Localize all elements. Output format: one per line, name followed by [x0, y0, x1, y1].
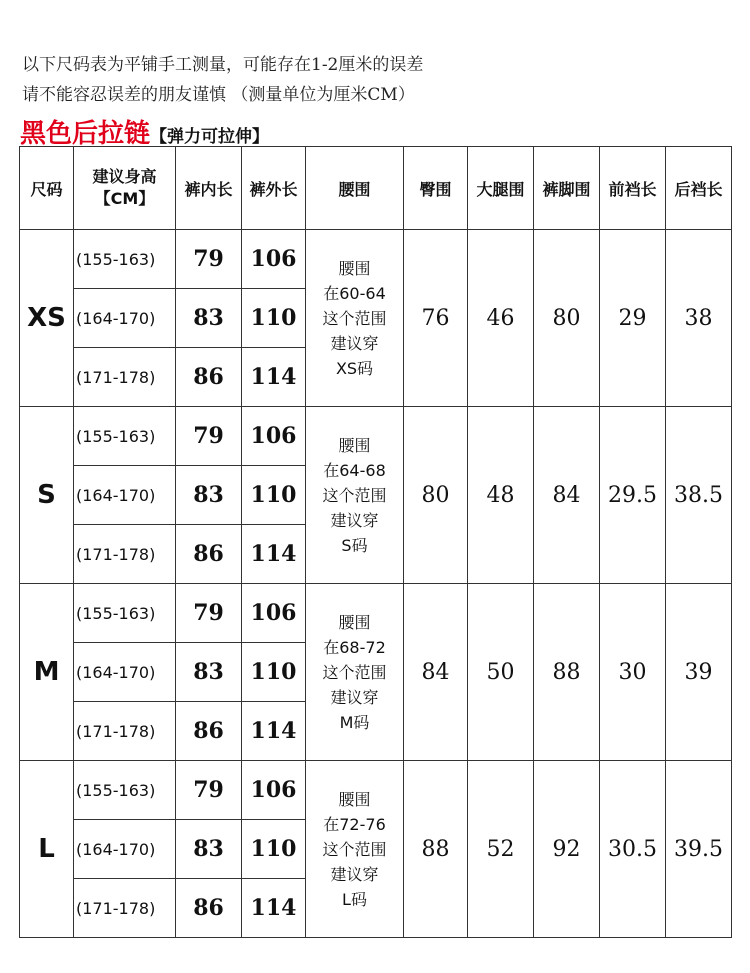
note-line-2: 请不能容忍误差的朋友谨慎 （测量单位为厘米CM）: [22, 85, 415, 105]
header-size: 尺码: [20, 147, 74, 230]
size-label: L: [20, 761, 74, 938]
height-range: (155-163): [74, 584, 176, 643]
outseam-value: 110: [242, 289, 306, 348]
header-outseam: 裤外长: [242, 147, 306, 230]
height-range: (155-163): [74, 230, 176, 289]
product-title: [20, 113, 269, 150]
waist-note-line: 这个范围: [322, 662, 387, 682]
outseam-value: 114: [242, 525, 306, 584]
hem-value: 92: [534, 761, 600, 938]
waist-note-line: 在68-72: [323, 637, 386, 657]
hem-value: 80: [534, 230, 600, 407]
waist-note-line: S码: [341, 535, 368, 555]
waist-note-line: 腰围: [338, 789, 371, 809]
back-rise-value: 39.5: [666, 761, 732, 938]
back-rise-value: 39: [666, 584, 732, 761]
hip-value: 80: [404, 407, 468, 584]
inseam-value: 86: [176, 879, 242, 938]
waist-recommendation: [306, 761, 404, 938]
waist-note-line: 腰围: [338, 435, 371, 455]
inseam-value: 79: [176, 407, 242, 466]
outseam-value: 106: [242, 407, 306, 466]
waist-note-line: 建议穿: [330, 687, 379, 707]
inseam-value: 86: [176, 702, 242, 761]
header-waist: 腰围: [306, 147, 404, 230]
title-sub: 【弹力可拉伸】: [150, 127, 270, 147]
thigh-value: 48: [468, 407, 534, 584]
waist-note-line: 在60-64: [323, 283, 386, 303]
table-row: [20, 761, 732, 820]
measurement-notes: [22, 50, 423, 110]
waist-note-line: 这个范围: [322, 308, 387, 328]
inseam-value: 86: [176, 348, 242, 407]
header-thigh: 大腿围: [468, 147, 534, 230]
outseam-value: 114: [242, 348, 306, 407]
waist-recommendation: [306, 407, 404, 584]
outseam-value: 110: [242, 820, 306, 879]
height-range: (171-178): [74, 702, 176, 761]
size-label: XS: [20, 230, 74, 407]
waist-note-line: 腰围: [338, 258, 371, 278]
waist-note-line: 这个范围: [322, 485, 387, 505]
outseam-value: 106: [242, 230, 306, 289]
waist-recommendation: [306, 230, 404, 407]
outseam-value: 114: [242, 702, 306, 761]
table-header-row: [20, 147, 732, 230]
waist-note-line: 在64-68: [323, 460, 386, 480]
header-front-rise: 前裆长: [600, 147, 666, 230]
front-rise-value: 30: [600, 584, 666, 761]
height-range: (155-163): [74, 407, 176, 466]
back-rise-value: 38.5: [666, 407, 732, 584]
outseam-value: 106: [242, 761, 306, 820]
inseam-value: 83: [176, 466, 242, 525]
inseam-value: 79: [176, 761, 242, 820]
waist-recommendation: [306, 584, 404, 761]
header-height-line1: 建议身高: [92, 167, 157, 186]
height-range: (171-178): [74, 348, 176, 407]
waist-note-line: M码: [339, 712, 370, 732]
header-hip: 臀围: [404, 147, 468, 230]
inseam-value: 79: [176, 230, 242, 289]
front-rise-value: 29.5: [600, 407, 666, 584]
height-range: (171-178): [74, 879, 176, 938]
hem-value: 88: [534, 584, 600, 761]
header-back-rise: 后裆长: [666, 147, 732, 230]
height-range: (164-170): [74, 466, 176, 525]
outseam-value: 114: [242, 879, 306, 938]
inseam-value: 86: [176, 525, 242, 584]
waist-note-line: 建议穿: [330, 333, 379, 353]
hip-value: 84: [404, 584, 468, 761]
inseam-value: 83: [176, 820, 242, 879]
thigh-value: 50: [468, 584, 534, 761]
header-inseam: 裤内长: [176, 147, 242, 230]
height-range: (155-163): [74, 761, 176, 820]
table-row: [20, 230, 732, 289]
note-line-1: 以下尺码表为平铺手工测量，可能存在1-2厘米的误差: [22, 55, 424, 75]
outseam-value: 110: [242, 466, 306, 525]
outseam-value: 106: [242, 584, 306, 643]
thigh-value: 52: [468, 761, 534, 938]
height-range: (164-170): [74, 643, 176, 702]
waist-note-line: XS码: [335, 358, 374, 378]
size-chart-table: [19, 146, 732, 938]
hip-value: 88: [404, 761, 468, 938]
header-height-line2: 【CM】: [94, 189, 155, 208]
waist-note-line: L码: [342, 889, 367, 909]
size-label: M: [20, 584, 74, 761]
hem-value: 84: [534, 407, 600, 584]
waist-note-line: 建议穿: [330, 864, 379, 884]
table-row: [20, 584, 732, 643]
waist-note-line: 腰围: [338, 612, 371, 632]
title-main: 黑色后拉链: [20, 119, 151, 149]
inseam-value: 83: [176, 289, 242, 348]
front-rise-value: 29: [600, 230, 666, 407]
waist-note-line: 在72-76: [323, 814, 386, 834]
header-hem: 裤脚围: [534, 147, 600, 230]
front-rise-value: 30.5: [600, 761, 666, 938]
hip-value: 76: [404, 230, 468, 407]
inseam-value: 79: [176, 584, 242, 643]
waist-note-line: 这个范围: [322, 839, 387, 859]
height-range: (164-170): [74, 289, 176, 348]
size-label: S: [20, 407, 74, 584]
inseam-value: 83: [176, 643, 242, 702]
height-range: (164-170): [74, 820, 176, 879]
outseam-value: 110: [242, 643, 306, 702]
thigh-value: 46: [468, 230, 534, 407]
back-rise-value: 38: [666, 230, 732, 407]
height-range: (171-178): [74, 525, 176, 584]
waist-note-line: 建议穿: [330, 510, 379, 530]
header-height: [74, 147, 176, 230]
table-row: [20, 407, 732, 466]
